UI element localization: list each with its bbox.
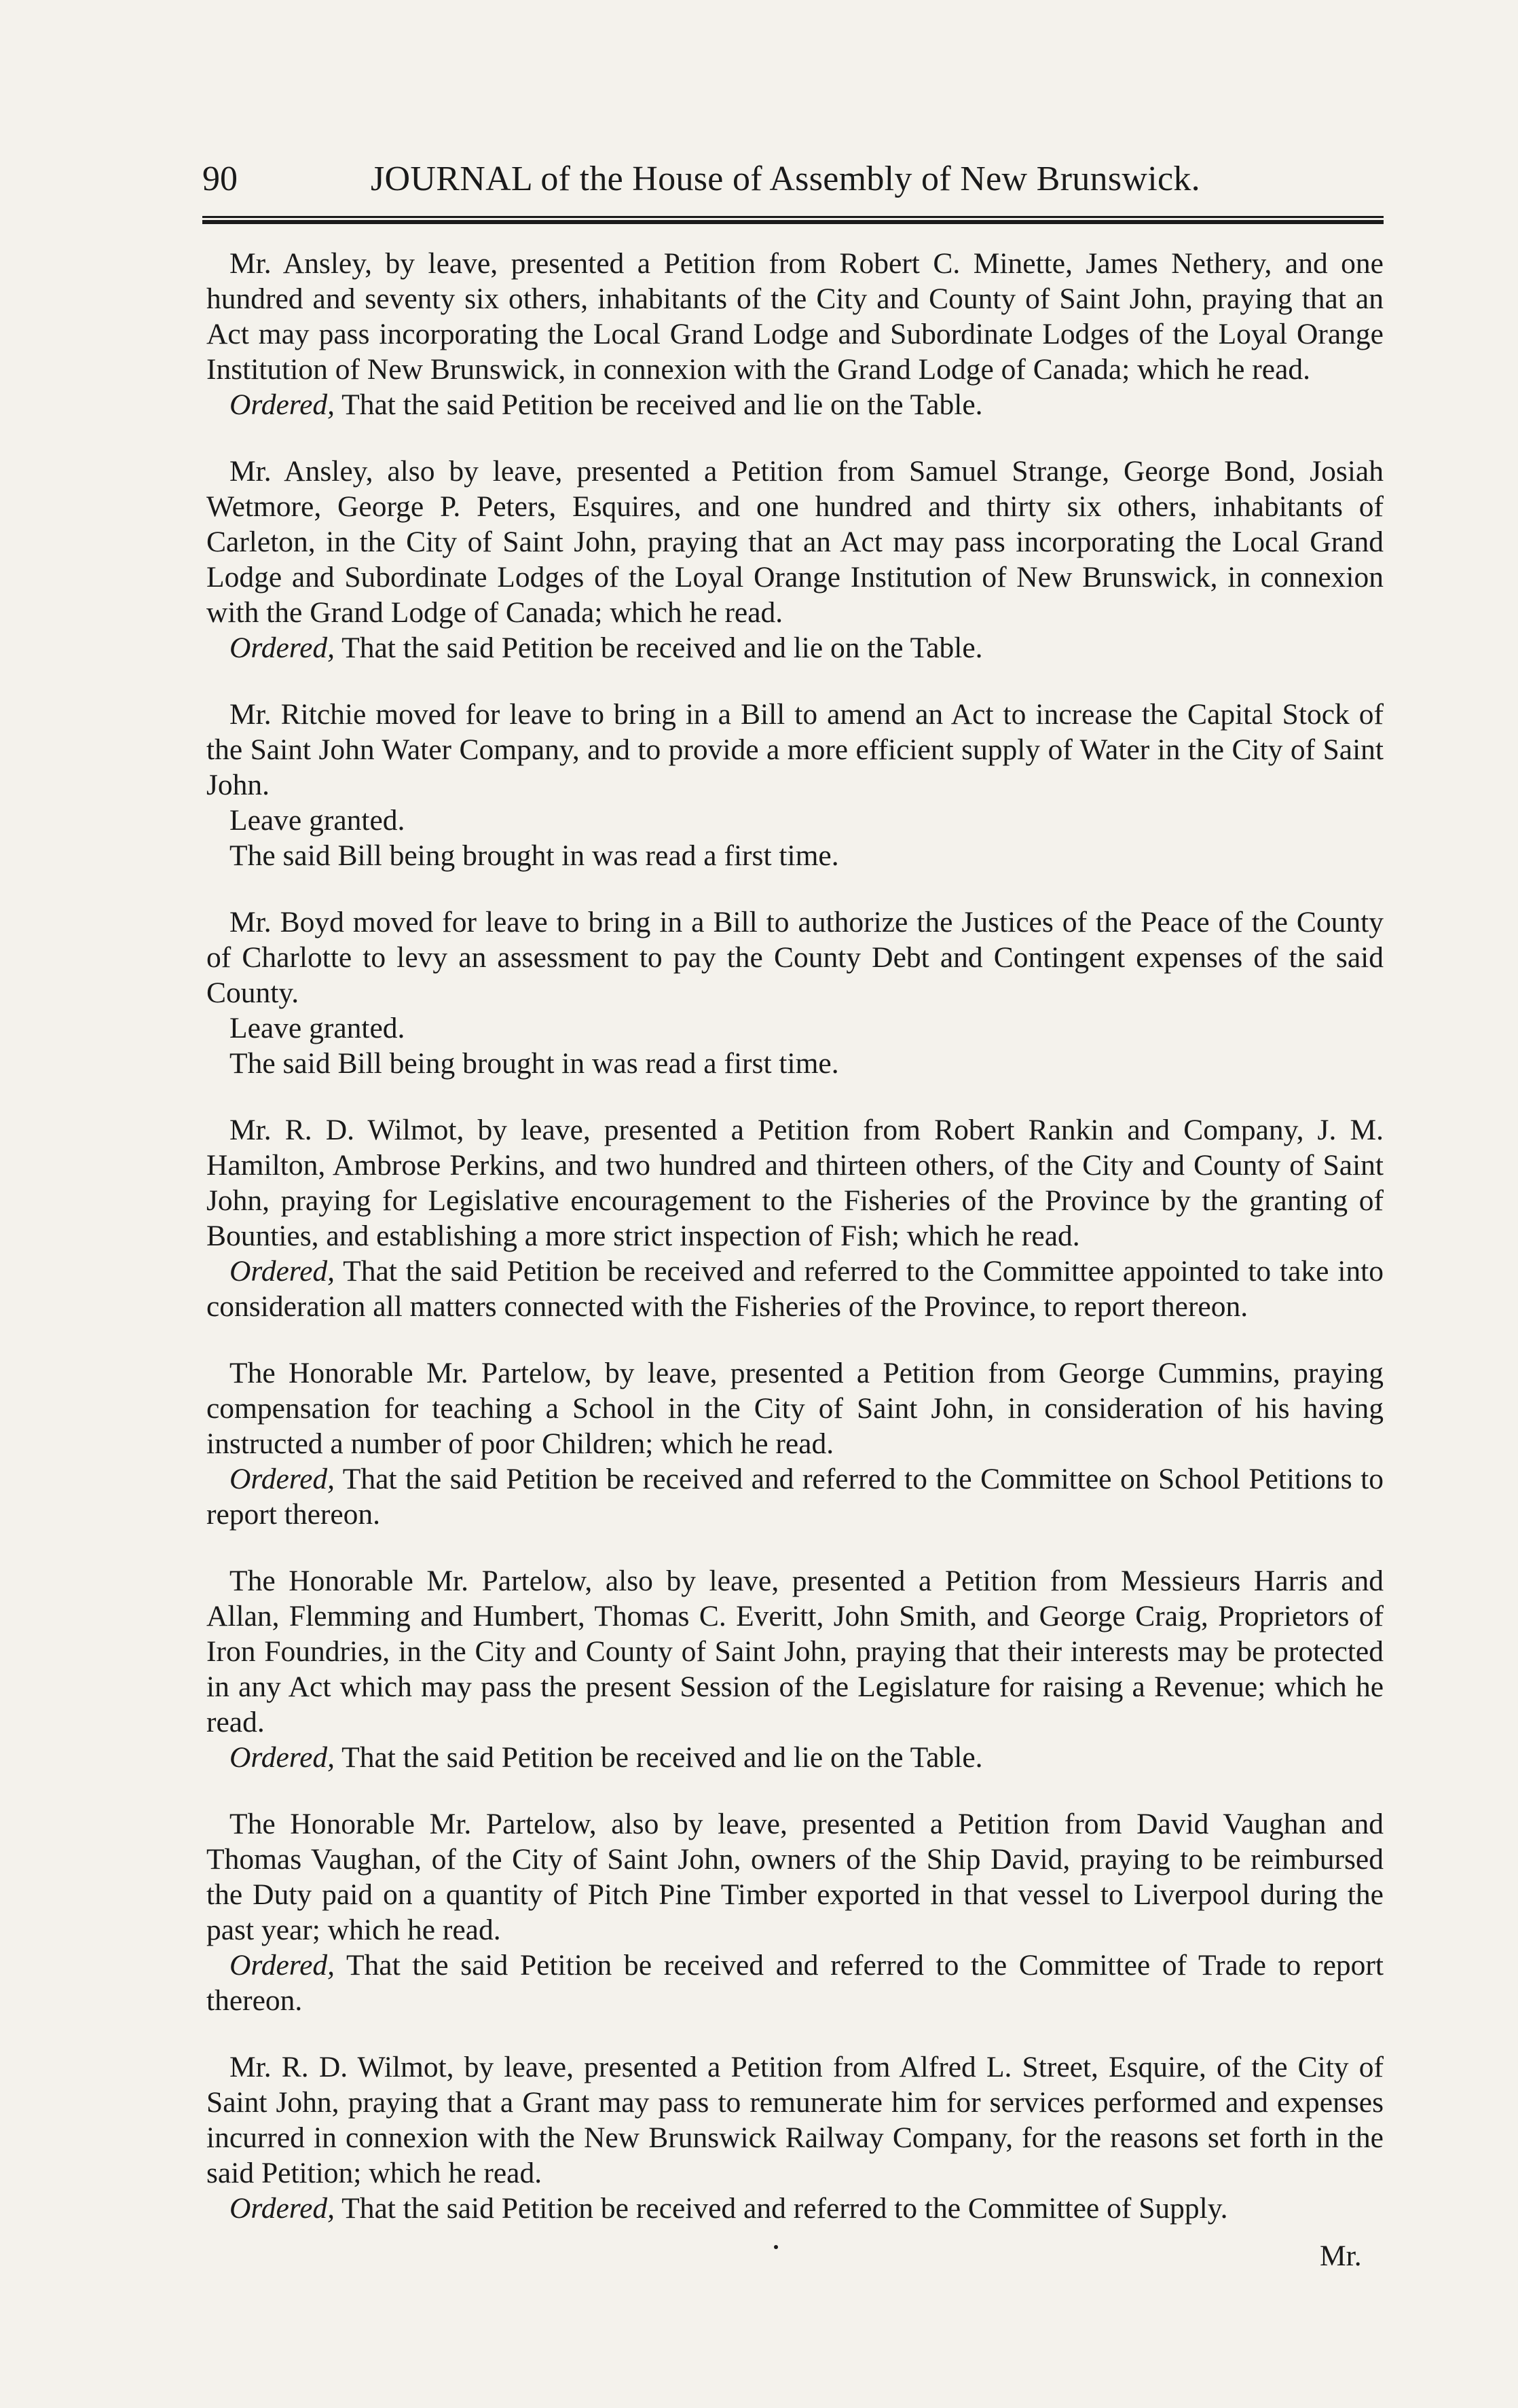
- leave-granted-line: Leave granted.: [229, 1012, 405, 1044]
- order-line: [206, 387, 1384, 422]
- entry-partelow-petition-cummins: [206, 1355, 1384, 1532]
- order-text: That the said Petition be received and lie on the Table.: [341, 388, 983, 421]
- page-title: JOURNAL of the House of Assembly of New Brunswick.: [371, 160, 1200, 198]
- entry-wilmot-petition-street: [206, 2049, 1384, 2226]
- entry-ritchie-bill: [206, 697, 1384, 873]
- order-text: That the said Petition be received and lie on the Table.: [341, 632, 983, 664]
- first-reading-line: The said Bill being brought in was read a first time.: [229, 839, 839, 872]
- order-label: Ordered,: [229, 1949, 335, 1982]
- entry-text: The Honorable Mr. Partelow, also by leave, presented a Petition from David Vaughan and Thomas Vaughan, of the City of Saint John, owners of the Ship David, praying to be reimbursed the Duty paid on a quantity of Pitch Pine Timber exported in that vessel to Liverpool during the past year; which he read.: [206, 1808, 1384, 1946]
- order-line: [206, 1461, 1384, 1532]
- first-reading-line: The said Bill being brought in was read a first time.: [229, 1047, 839, 1080]
- page-number: 90: [202, 160, 238, 198]
- header-double-rule: [202, 216, 1384, 224]
- entry-text: Mr. R. D. Wilmot, by leave, presented a Petition from Robert Rankin and Company, J. M. Hamilton, Ambrose Perkins, and two hundred and thirteen others, of the City and County of Saint John, praying for Legislative encouragement to the Fisheries of the Province by the granting of Bounties, and establishing a more strict inspection of Fish; which he read.: [206, 1114, 1384, 1252]
- stray-print-mark: [774, 2245, 778, 2249]
- catchword: Mr.: [1320, 2240, 1362, 2272]
- entry-boyd-bill: [206, 905, 1384, 1081]
- journal-body: [206, 246, 1384, 2257]
- entry-wilmot-petition-rankin: [206, 1112, 1384, 1324]
- order-line: [206, 1948, 1384, 2018]
- order-label: Ordered,: [229, 2192, 335, 2225]
- order-text: That the said Petition be received and lie on the Table.: [341, 1741, 983, 1774]
- order-label: Ordered,: [229, 1463, 335, 1495]
- entry-text: The Honorable Mr. Partelow, also by leave, presented a Petition from Messieurs Harris and Allan, Flemming and Humbert, Thomas C. Everitt, John Smith, and George Craig, Proprietors of Iron Foundries, in the City and County of Saint John, praying that their interests may be protected in any Act which may pass the present Session of the Legislature for raising a Revenue; which he read.: [206, 1565, 1384, 1738]
- order-line: [206, 2191, 1384, 2226]
- entry-text: Mr. Boyd moved for leave to bring in a Bill to authorize the Justices of the Peace of the County of Charlotte to levy an assessment to pay the County Debt and Contingent expenses of the said County.: [206, 906, 1384, 1009]
- order-text: That the said Petition be received and referred to the Committee on School Petitions to report thereon.: [206, 1463, 1384, 1531]
- entry-text: Mr. Ansley, also by leave, presented a Petition from Samuel Strange, George Bond, Josiah Wetmore, George P. Peters, Esquires, and one hundred and thirty six others, inhabitants of Carleton, in the City of Saint John, praying that an Act may pass incorporating the Local Grand Lodge and Subordinate Lodges of the Loyal Orange Institution of New Brunswick, in connexion with the Grand Lodge of Canada; which he read.: [206, 455, 1384, 629]
- order-line: [206, 1740, 1384, 1775]
- order-text: That the said Petition be received and referred to the Committee appointed to take into consideration all matters connected with the Fisheries of the Province, to report thereon.: [206, 1255, 1384, 1323]
- entry-ansley-petition-minette: [206, 246, 1384, 422]
- leave-granted-line: Leave granted.: [229, 804, 405, 837]
- entry-partelow-petition-vaughan: [206, 1806, 1384, 2018]
- entry-text: Mr. Ansley, by leave, presented a Petition from Robert C. Minette, James Nethery, and one hundred and seventy six others, inhabitants of the City and County of Saint John, praying that an Act may pass incorporating the Local Grand Lodge and Subordinate Lodges of the Loyal Orange Institution of New Brunswick, in connexion with the Grand Lodge of Canada; which he read.: [206, 247, 1384, 386]
- entry-partelow-petition-foundries: [206, 1563, 1384, 1775]
- entry-text: Mr. Ritchie moved for leave to bring in a Bill to amend an Act to increase the Capital Stock of the Saint John Water Company, and to provide a more efficient supply of Water in the City of Saint John.: [206, 698, 1384, 801]
- order-label: Ordered,: [229, 1255, 335, 1288]
- order-line: [206, 630, 1384, 665]
- order-label: Ordered,: [229, 1741, 335, 1774]
- order-label: Ordered,: [229, 388, 335, 421]
- order-text: That the said Petition be received and referred to the Committee of Supply.: [341, 2192, 1228, 2225]
- running-header: [202, 155, 1384, 204]
- entry-text: The Honorable Mr. Partelow, by leave, presented a Petition from George Cummins, praying compensation for teaching a School in the City of Saint John, in consideration of his having instructed a number of poor Children; which he read.: [206, 1357, 1384, 1460]
- entry-ansley-petition-strange: [206, 454, 1384, 665]
- entry-text: Mr. R. D. Wilmot, by leave, presented a Petition from Alfred L. Street, Esquire, of the City of Saint John, praying that a Grant may pass to remunerate him for services performed and expenses incurred in connexion with the New Brunswick Railway Company, for the reasons set forth in the said Petition; which he read.: [206, 2051, 1384, 2189]
- order-text: That the said Petition be received and referred to the Committee of Trade to report thereon.: [206, 1949, 1384, 2017]
- order-label: Ordered,: [229, 632, 335, 664]
- order-line: [206, 1254, 1384, 1324]
